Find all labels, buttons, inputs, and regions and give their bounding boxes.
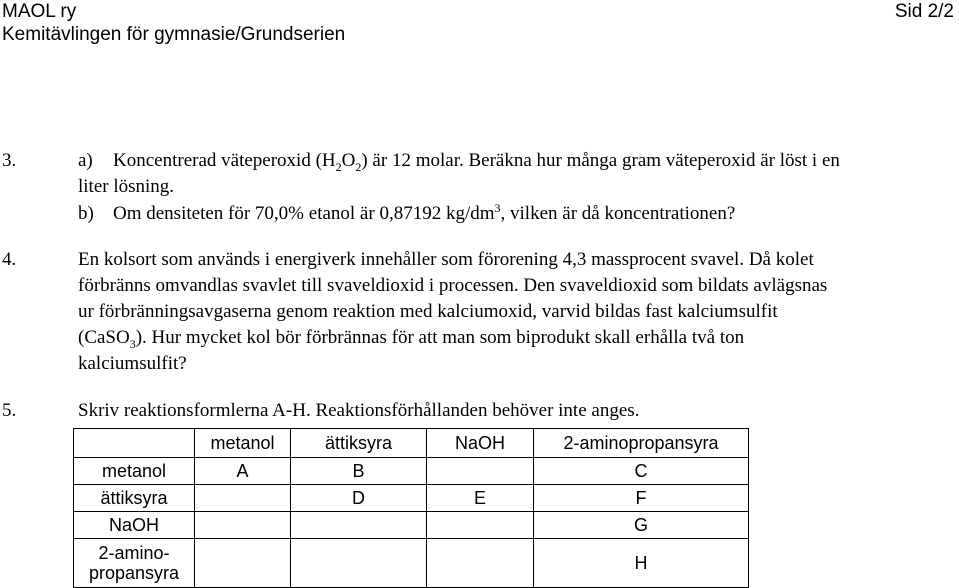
table-cell: D <box>291 485 427 512</box>
column-header: ättiksyra <box>291 429 427 458</box>
page-number: Sid 2/2 <box>894 1 954 22</box>
table-header-row <box>74 429 749 458</box>
table-cell: G <box>534 512 749 539</box>
table-cell <box>195 512 291 539</box>
question-4-line-5: kalciumsulfit? <box>78 353 187 374</box>
table-cell <box>427 512 534 539</box>
text: (CaSO <box>78 327 130 348</box>
table-cell <box>427 458 534 485</box>
table-cell <box>291 512 427 539</box>
table-row <box>74 485 749 512</box>
question-number: 5. <box>2 400 17 421</box>
table-cell <box>195 485 291 512</box>
question-number: 4. <box>2 249 17 270</box>
table-cell: B <box>291 458 427 485</box>
question-4-line-3: ur förbränningsavgaserna genom reaktion med kalciumoxid, varvid bildas fast kalciumsulfit <box>78 301 778 322</box>
organization-name: MAOL ry <box>2 1 77 22</box>
row-header: 2-amino- propansyra <box>74 539 195 588</box>
table-corner-cell <box>74 429 195 458</box>
text: Koncentrerad väteperoxid (H <box>113 150 336 171</box>
text: ) är 12 molar. Beräkna hur många gram väteperoxid är löst i en <box>361 150 840 171</box>
table-cell <box>427 539 534 588</box>
row-header: NaOH <box>74 512 195 539</box>
question-3a-line-1 <box>113 149 840 173</box>
table-row <box>74 539 749 588</box>
question-3b-text <box>113 202 735 226</box>
text: Om densiteten för 70,0% etanol är 0,87192 kg/dm <box>113 203 495 224</box>
table-row <box>74 458 749 485</box>
column-header: NaOH <box>427 429 534 458</box>
table-cell <box>195 539 291 588</box>
text: ). Hur mycket kol bör förbrännas för att man som biprodukt skall erhålla två ton <box>135 327 745 348</box>
text: , vilken är då koncentrationen? <box>500 203 736 224</box>
question-5-text: Skriv reaktionsformlerna A-H. Reaktionsförhållanden behöver inte anges. <box>78 400 640 421</box>
competition-title: Kemitävlingen för gymnasie/Grundserien <box>2 24 346 45</box>
row-header: ättiksyra <box>74 485 195 512</box>
superscript: 3 <box>494 201 501 215</box>
table-cell: F <box>534 485 749 512</box>
text: O <box>341 150 356 171</box>
table-cell: H <box>534 539 749 588</box>
question-4-line-4 <box>78 326 744 350</box>
part-label: b) <box>78 203 94 224</box>
question-3a-line-2: liter lösning. <box>78 176 175 197</box>
table-cell: A <box>195 458 291 485</box>
subscript: 2 <box>335 160 342 174</box>
part-label: a) <box>78 150 93 171</box>
table-cell <box>291 539 427 588</box>
reaction-table <box>73 428 749 588</box>
column-header: 2-aminopropansyra <box>534 429 749 458</box>
subscript: 3 <box>129 337 136 351</box>
row-header: metanol <box>74 458 195 485</box>
table-row <box>74 512 749 539</box>
table-cell: C <box>534 458 749 485</box>
table-cell: E <box>427 485 534 512</box>
question-number: 3. <box>2 150 17 171</box>
subscript: 2 <box>355 160 362 174</box>
question-4-line-1: En kolsort som används i energiverk innehåller som förorening 4,3 massprocent svavel. Då kolet <box>78 249 814 270</box>
column-header: metanol <box>195 429 291 458</box>
question-4-line-2: förbränns omvandlas svavlet till svaveldioxid i processen. Den svaveldioxid som bildats avlägsnas <box>78 275 828 296</box>
